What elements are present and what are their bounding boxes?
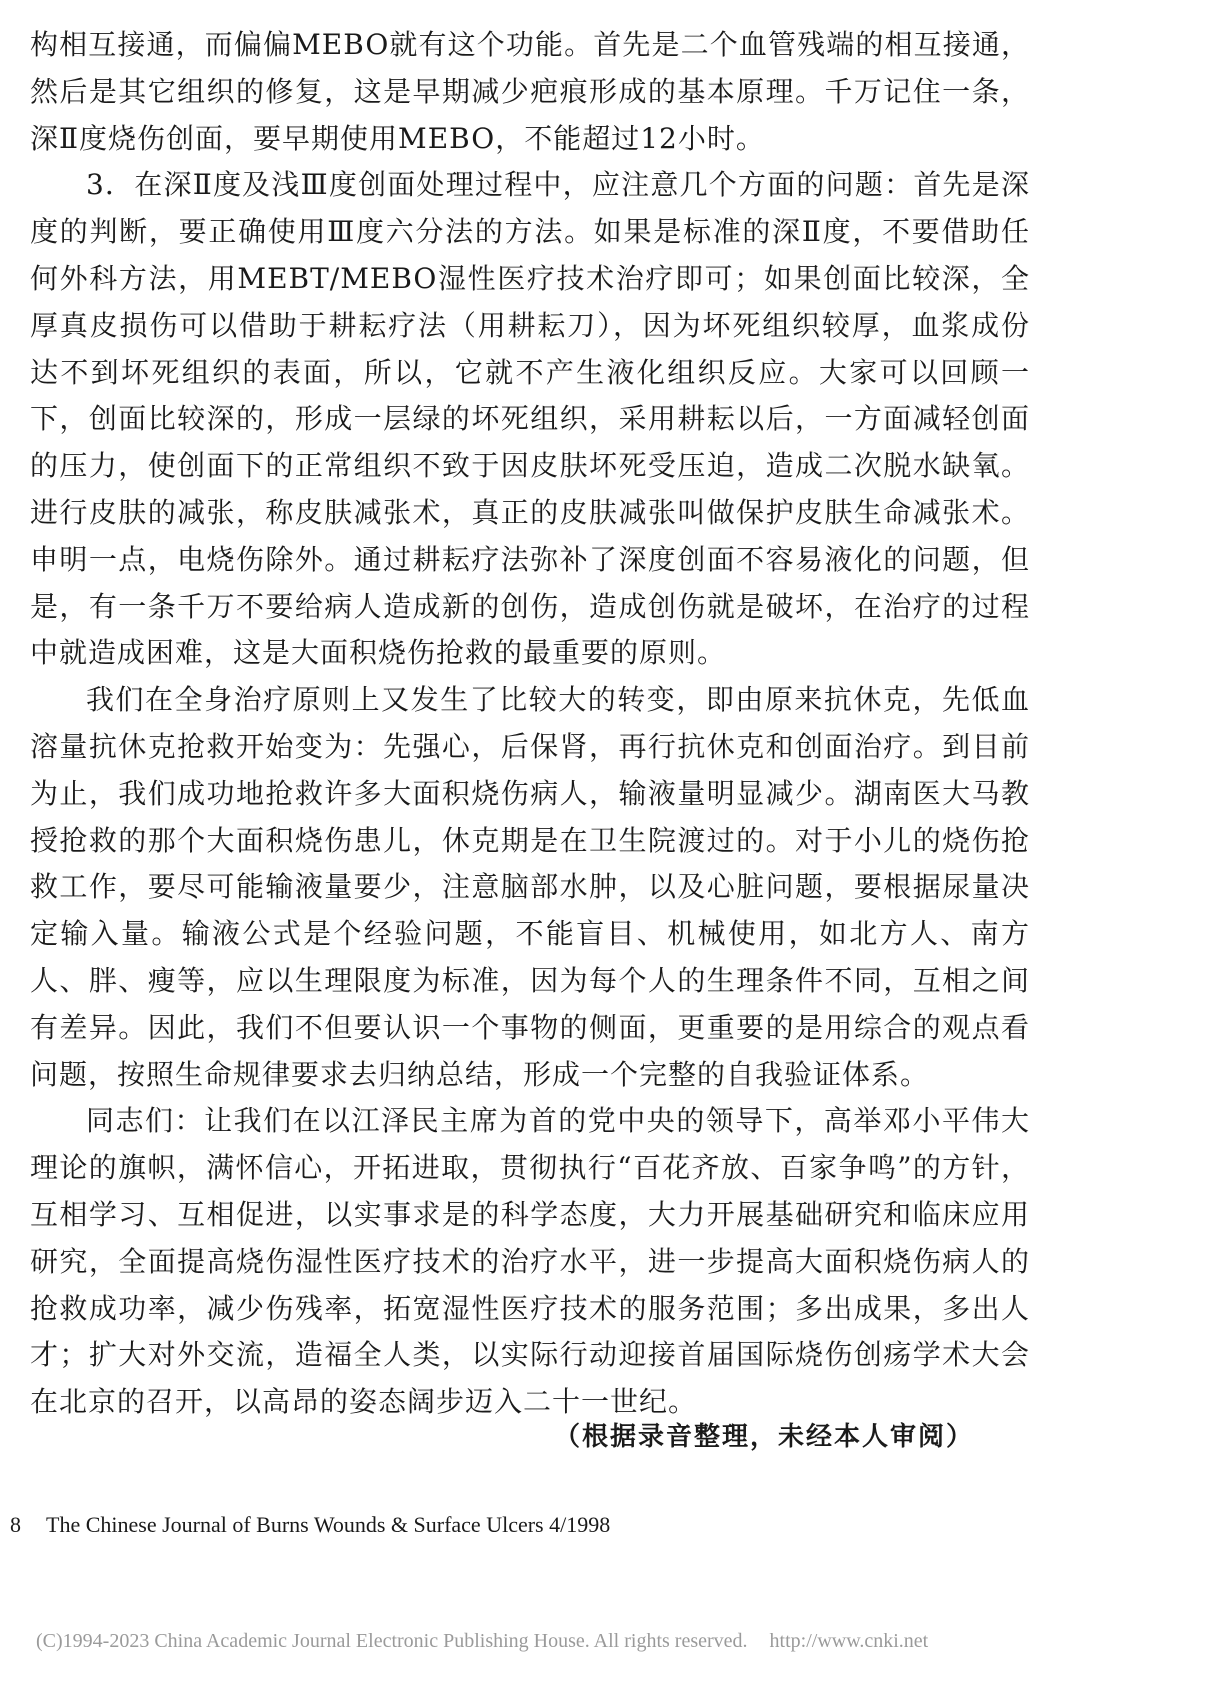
copyright-line: [36, 1630, 928, 1653]
paragraph-deep-burn-treatment: 3．在深Ⅱ度及浅Ⅲ度创面处理过程中，应注意几个方面的问题：首先是深度的判断，要正确使用Ⅲ度六分法的方法。如果是标准的深Ⅱ度，不要借助任何外科方法，用MEBT/MEBO湿性医疗技术治疗即可；如果创面比较深，全厚真皮损伤可以借助于耕耘疗法（用耕耘刀），因为坏死组织较厚，血浆成份达不到坏死组织的表面，所以，它就不产生液化组织反应。大家可以回顾一下，创面比较深的，形成一层绿的坏死组织，采用耕耘以后，一方面减轻创面的压力，使创面下的正常组织不致于因皮肤坏死受压迫，造成二次脱水缺氧。进行皮肤的减张，称皮肤减张术，真正的皮肤减张叫做保护皮肤生命减张术。申明一点，电烧伤除外。通过耕耘疗法弥补了深度创面不容易液化的问题，但是，有一条千万不要给病人造成新的创伤，造成创伤就是破坏，在治疗的过程中就造成困难，这是大面积烧伤抢救的最重要的原则。: [30, 168, 1030, 670]
journal-footer: [10, 1512, 610, 1538]
page-number: 8: [10, 1512, 21, 1537]
paragraph-continued: 构相互接通，而偏偏MEBO就有这个功能。首先是二个血管残端的相互接通，然后是其它组织的修复，这是早期减少疤痕形成的基本原理。千万记住一条，深Ⅱ度烧伤创面，要早期使用MEBO，不能超过12小时。: [30, 28, 1030, 155]
paragraph-closing-appeal: 同志们：让我们在以江泽民主席为首的党中央的领导下，高举邓小平伟大理论的旗帜，满怀信心，开拓进取，贯彻执行“百花齐放、百家争鸣”的方针，互相学习、互相促进，以实事求是的科学态度，大力开展基础研究和临床应用研究，全面提高烧伤湿性医疗技术的治疗水平，进一步提高大面积烧伤病人的抢救成功率，减少伤残率，拓宽湿性医疗技术的服务范围；多出成果，多出人才；扩大对外交流，造福全人类，以实际行动迎接首届国际烧伤创疡学术大会在北京的召开，以高昂的姿态阔步迈入二十一世纪。: [30, 1104, 1030, 1419]
article-body: [30, 22, 1030, 1426]
paragraph-systemic-treatment: 我们在全身治疗原则上又发生了比较大的转变，即由原来抗休克，先低血溶量抗休克抢救开始变为：先强心，后保肾，再行抗休克和创面治疗。到目前为止，我们成功地抢救许多大面积烧伤病人，输液量明显减少。湖南医大马教授抢救的那个大面积烧伤患儿，休克期是在卫生院渡过的。对于小儿的烧伤抢救工作，要尽可能输液量要少，注意脑部水肿，以及心脏问题，要根据尿量决定输入量。输液公式是个经验问题，不能盲目、机械使用，如北方人、南方人、胖、瘦等，应以生理限度为标准，因为每个人的生理条件不同，互相之间有差异。因此，我们不但要认识一个事物的侧面，更重要的是用综合的观点看问题，按照生命规律要求去归纳总结，形成一个完整的自我验证体系。: [30, 683, 1030, 1091]
cnki-url: http://www.cnki.net: [769, 1630, 929, 1652]
copyright-notice: (C)1994-2023 China Academic Journal Electronic Publishing House. All rights reserved.: [36, 1630, 748, 1652]
journal-citation: The Chinese Journal of Burns Wounds & Surface Ulcers 4/1998: [46, 1512, 611, 1537]
transcript-attribution: （根据录音整理，未经本人审阅）: [553, 1422, 974, 1452]
